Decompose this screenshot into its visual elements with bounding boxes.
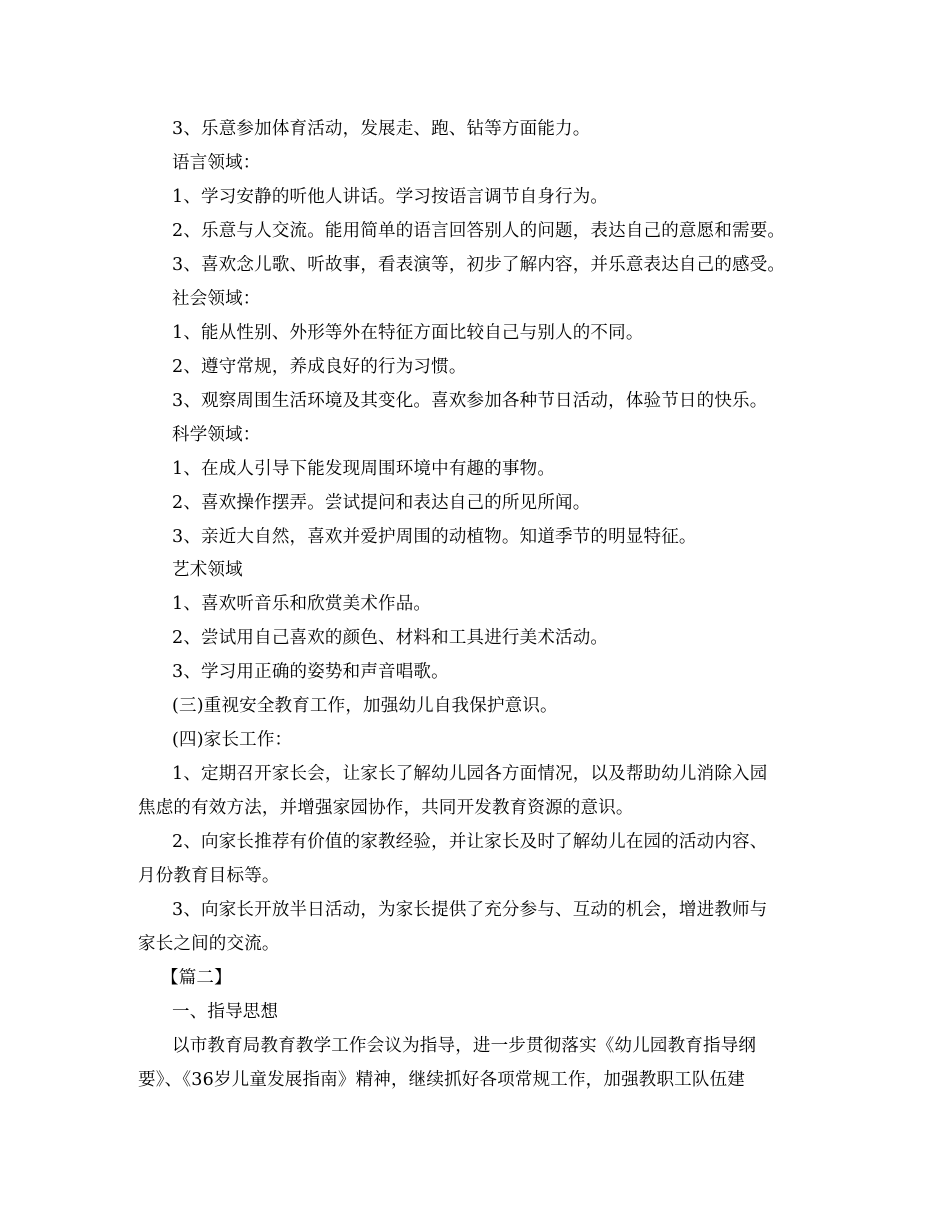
- text-line: 2、遵守常规，养成良好的行为习惯。: [172, 357, 467, 377]
- section-heading-art: 艺术领域: [172, 560, 243, 580]
- text-line: 2、向家长推荐有价值的家教经验，并让家长及时了解幼儿在园的活动内容、: [172, 832, 768, 852]
- text-line: 3、学习用正确的姿势和声音唱歌。: [172, 662, 449, 682]
- text-line: 3、亲近大自然，喜欢并爱护周围的动植物。知道季节的明显特征。: [172, 527, 697, 547]
- text-line: 3、向家长开放半日活动，为家长提供了充分参与、互动的机会，增进教师与: [172, 900, 768, 920]
- section-heading-safety: (三)重视安全教育工作，加强幼儿自我保护意识。: [172, 696, 558, 716]
- part-heading: 【篇二】: [161, 968, 232, 988]
- text-line: 焦虑的有效方法，并增强家园协作，共同开发教育资源的意识。: [138, 798, 634, 818]
- text-line: 要》、《36岁儿童发展指南》精神，继续抓好各项常规工作，加强教职工队伍建: [138, 1070, 745, 1090]
- text-line: 1、在成人引导下能发现周围环境中有趣的事物。: [172, 459, 556, 479]
- text-line: 3、喜欢念儿歌、听故事，看表演等，初步了解内容，并乐意表达自己的感受。: [172, 255, 786, 275]
- text-line: 3、乐意参加体育活动，发展走、跑、钻等方面能力。: [172, 119, 591, 139]
- text-line: 1、定期召开家长会，让家长了解幼儿园各方面情况，以及帮助幼儿消除入园: [172, 764, 768, 784]
- text-line: 以市教育局教育教学工作会议为指导，进一步贯彻落实《幼儿园教育指导纲: [172, 1036, 757, 1056]
- text-line: 月份教育目标等。: [138, 866, 280, 886]
- text-line: 1、能从性别、外形等外在特征方面比较自己与别人的不同。: [172, 323, 644, 343]
- section-heading-guiding-thought: 一、指导思想: [172, 1002, 279, 1022]
- section-heading-science: 科学领域：: [172, 425, 261, 445]
- text-line: 2、乐意与人交流。能用简单的语言回答别人的问题，表达自己的意愿和需要。: [172, 221, 786, 241]
- section-heading-social: 社会领域：: [172, 289, 261, 309]
- section-heading-language: 语言领域：: [172, 153, 261, 173]
- text-line: 3、观察周围生活环境及其变化。喜欢参加各种节日活动，体验节日的快乐。: [172, 391, 768, 411]
- section-heading-parents: (四)家长工作：: [172, 730, 293, 750]
- text-line: 2、喜欢操作摆弄。尝试提问和表达自己的所见所闻。: [172, 493, 591, 513]
- text-line: 1、喜欢听音乐和欣赏美术作品。: [172, 594, 432, 614]
- text-line: 1、学习安静的听他人讲话。学习按语言调节自身行为。: [172, 187, 609, 207]
- text-line: 2、尝试用自己喜欢的颜色、材料和工具进行美术活动。: [172, 628, 609, 648]
- text-line: 家长之间的交流。: [138, 934, 280, 954]
